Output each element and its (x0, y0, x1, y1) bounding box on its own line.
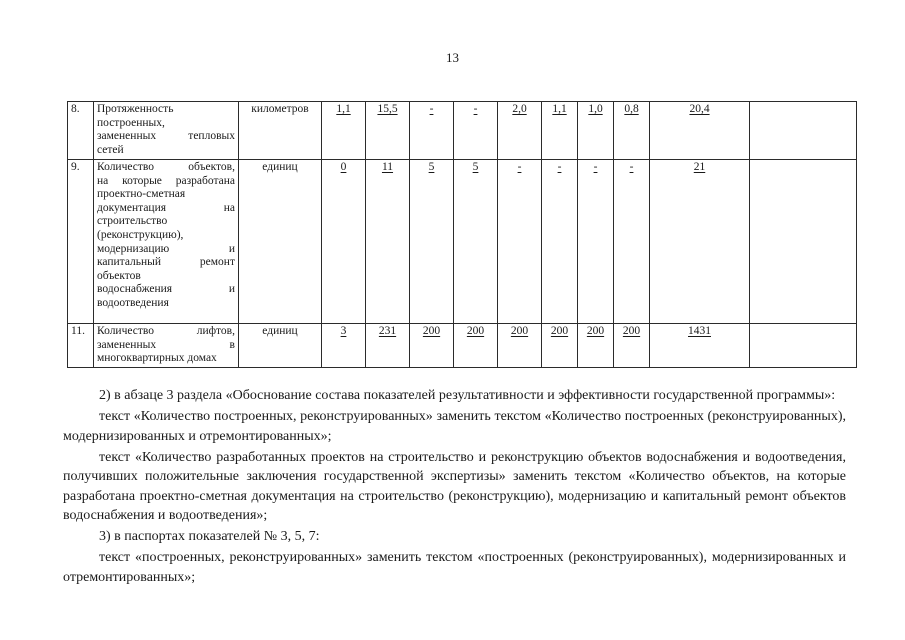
page-number: 13 (446, 50, 459, 65)
unit-cell: единиц (239, 324, 322, 368)
value-cell (454, 102, 498, 160)
value-cell (410, 102, 454, 160)
indicator-name-line: Протяженность (97, 103, 174, 115)
value-text: 1,1 (552, 103, 567, 115)
paragraph: текст «Количество построенных, реконструированных» заменить текстом «Количество построенных (реконструированных), модернизированных и отремонтированных»; (63, 409, 846, 444)
value-cell (614, 102, 650, 160)
amendment-text (63, 386, 846, 589)
value-text: 1431 (688, 325, 711, 337)
value-cell (498, 102, 542, 160)
row-number: 9. (68, 160, 94, 324)
indicator-name-line: на которые разработана (97, 174, 235, 187)
indicator-name-line: модернизацию и (97, 242, 235, 255)
paragraph: 2) в абзаце 3 раздела «Обоснование состава показателей результативности и эффективности государственной программы»: (99, 388, 836, 403)
value-text: 20,4 (689, 103, 710, 115)
value-text: 200 (622, 325, 641, 337)
value-cell (454, 160, 498, 324)
indicator-name-line: водоотведения (97, 296, 169, 309)
value-text: 1,0 (588, 103, 603, 115)
value-text: - (593, 161, 598, 173)
indicator-name (94, 160, 239, 324)
value-cell (650, 102, 750, 160)
value-text: 1,1 (336, 103, 351, 115)
indicator-name-line: сетей (97, 143, 124, 156)
value-cell (366, 160, 410, 324)
value-cell (578, 324, 614, 368)
value-cell (578, 160, 614, 324)
value-text: 200 (422, 325, 441, 337)
value-text: 11 (381, 161, 394, 173)
value-text: 231 (378, 325, 397, 337)
empty-cell (750, 324, 857, 368)
value-cell (614, 160, 650, 324)
empty-cell (750, 102, 857, 160)
value-cell (322, 160, 366, 324)
value-cell (366, 324, 410, 368)
value-text: - (517, 161, 522, 173)
value-cell (542, 324, 578, 368)
paragraph: 3) в паспортах показателей № 3, 5, 7: (99, 529, 320, 544)
indicator-name-line: многоквартирных домах (97, 352, 217, 365)
value-text: - (629, 161, 634, 173)
value-text: 5 (428, 161, 435, 173)
value-text: 3 (340, 325, 347, 337)
indicator-name-line: замененных в (97, 338, 235, 351)
value-cell (410, 160, 454, 324)
indicator-name-line: водоснабжения и (97, 283, 235, 296)
value-cell (650, 160, 750, 324)
value-cell (498, 160, 542, 324)
indicator-name-line: объектов (97, 269, 141, 282)
indicator-name-line: Количество лифтов, (97, 325, 235, 337)
indicator-name-line: строительство (97, 215, 168, 228)
indicators-table-body (68, 102, 857, 368)
indicator-name (94, 102, 239, 160)
value-text: 200 (510, 325, 529, 337)
value-text: 21 (693, 161, 706, 173)
value-cell (542, 160, 578, 324)
table-row (68, 160, 857, 324)
unit-cell: километров (239, 102, 322, 160)
value-text: 200 (466, 325, 485, 337)
indicator-name-line: документация на (97, 201, 235, 214)
value-cell (578, 102, 614, 160)
table-row (68, 102, 857, 160)
value-cell (322, 102, 366, 160)
value-text: 2,0 (512, 103, 527, 115)
value-cell (614, 324, 650, 368)
indicator-name-line: капитальный ремонт (97, 256, 235, 269)
value-text: 200 (550, 325, 569, 337)
row-number: 8. (68, 102, 94, 160)
value-text: 5 (472, 161, 479, 173)
indicator-name-line: (реконструкцию), (97, 228, 184, 241)
unit-cell: единиц (239, 160, 322, 324)
value-cell (498, 324, 542, 368)
value-text: 200 (586, 325, 605, 337)
value-text: 0,8 (624, 103, 639, 115)
value-text: 0 (340, 161, 347, 173)
paragraph: текст «построенных, реконструированных» заменить текстом «построенных (реконструированных), модернизированных и отремонтированных»; (63, 550, 846, 585)
indicator-name-line: проектно-сметная (97, 188, 186, 201)
value-text: - (429, 103, 434, 115)
indicator-name (94, 324, 239, 368)
value-cell (542, 102, 578, 160)
value-cell (366, 102, 410, 160)
value-cell (322, 324, 366, 368)
value-cell (650, 324, 750, 368)
empty-cell (750, 160, 857, 324)
indicator-name-line: Количество объектов, (97, 161, 235, 173)
value-cell (454, 324, 498, 368)
value-cell (410, 324, 454, 368)
indicator-name-line: построенных, (97, 116, 165, 129)
value-text: 15,5 (377, 103, 398, 115)
table-row (68, 324, 857, 368)
value-text: - (557, 161, 562, 173)
paragraph: текст «Количество разработанных проектов на строительство и реконструкцию объектов водоснабжения и водоотведения, получивших положительные заключения государственной экспертизы» заменить текстом «Количество объектов, на которые разработана проектно-сметная документация на строительство (реконструкцию), модернизацию и капитальный ремонт объектов водоснабжения и водоотведения»; (63, 449, 846, 523)
row-number: 11. (68, 324, 94, 368)
indicators-table (67, 101, 857, 368)
indicator-name-line: замененных тепловых (97, 130, 235, 143)
value-text: - (473, 103, 478, 115)
